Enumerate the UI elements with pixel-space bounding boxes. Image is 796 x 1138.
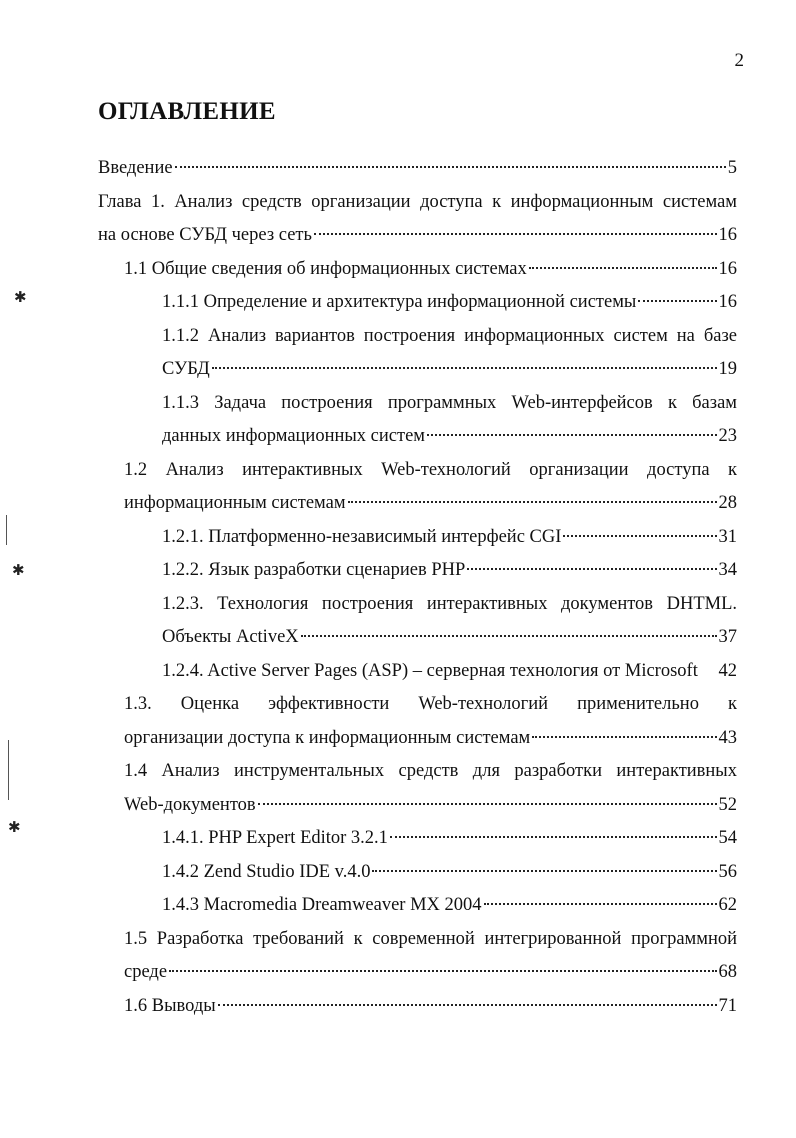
table-of-contents: [0, 152, 796, 1023]
scan-speck: ✱: [14, 290, 27, 306]
toc-entry[interactable]: [0, 152, 796, 186]
dot-leader: [175, 166, 726, 168]
toc-page-number: 34: [718, 560, 737, 580]
dot-leader: [258, 803, 717, 805]
toc-entry-title: 1.1.1 Определение и архитектура информационной системы: [162, 292, 637, 312]
toc-entry-title: организации доступа к информационным системам: [124, 727, 531, 748]
toc-entry[interactable]: [0, 856, 796, 890]
dot-leader: [484, 903, 717, 905]
toc-entry[interactable]: [0, 956, 796, 990]
dot-leader: [467, 568, 716, 570]
toc-entry-line: 1.5 Разработка требований к современной интегрированной программной: [124, 928, 737, 949]
toc-entry-title: на основе СУБД через сеть: [98, 225, 312, 245]
dot-leader: [169, 970, 716, 972]
toc-page-number: 52: [718, 794, 737, 815]
toc-entry[interactable]: [0, 487, 796, 521]
toc-entry-title: Объекты ActiveX: [162, 627, 299, 647]
toc-entry-line: 1.4 Анализ инструментальных средств для разработки интерактивных: [124, 761, 737, 781]
page-number: 2: [734, 50, 744, 71]
toc-entry-line: Глава 1. Анализ средств организации доступа к информационным системам: [98, 191, 737, 212]
toc-entry[interactable]: [0, 286, 796, 320]
toc-page-number: 62: [718, 895, 737, 915]
dot-leader: [529, 267, 717, 269]
toc-page-number: 43: [718, 727, 737, 748]
toc-page-number: 5: [727, 158, 737, 178]
toc-entry-title: Web-документов: [124, 794, 256, 815]
toc-entry[interactable]: [0, 789, 796, 823]
toc-entry[interactable]: [0, 420, 796, 454]
toc-page-number: 16: [718, 225, 737, 245]
toc-entry-title: информационным системам: [124, 493, 346, 513]
toc-entry[interactable]: [0, 521, 796, 555]
toc-page-number: 16: [718, 258, 737, 279]
toc-page-number: 54: [718, 828, 737, 848]
toc-page-number: 23: [718, 426, 737, 446]
toc-entry-title: 1.1 Общие сведения об информационных системах: [124, 258, 527, 279]
dot-leader: [390, 836, 717, 838]
toc-page-number: 68: [718, 962, 737, 982]
toc-page-number: 71: [718, 995, 737, 1016]
toc-entry[interactable]: [0, 621, 796, 655]
toc-title: ОГЛАВЛЕНИЕ: [98, 98, 276, 125]
toc-entry-line: 1.3. Оценка эффективности Web-технологий применительно к: [124, 694, 737, 714]
toc-entry-title: СУБД: [162, 359, 210, 379]
toc-page-number: 28: [718, 493, 737, 513]
toc-page-number: 42: [718, 660, 737, 681]
toc-page-number: 37: [718, 627, 737, 647]
dot-leader: [638, 300, 716, 302]
toc-entry-title: данных информационных систем: [162, 426, 426, 446]
toc-entry-title: 1.6 Выводы: [124, 995, 216, 1016]
toc-entry-title: 1.2.1. Платформенно-независимый интерфейс CGI: [162, 526, 562, 547]
toc-entry[interactable]: [0, 253, 796, 287]
dot-leader: [563, 535, 716, 537]
dot-leader: [301, 635, 717, 637]
scan-line: [6, 515, 7, 545]
toc-entry-title: 1.2.2. Язык разработки сценариев PHP: [162, 560, 466, 580]
toc-page-number: 31: [718, 526, 737, 547]
scan-speck: ✱: [8, 820, 21, 836]
toc-entry[interactable]: [0, 889, 796, 923]
dot-leader: [372, 870, 716, 872]
toc-page-number: 19: [718, 359, 737, 379]
toc-entry-title: 1.2.4. Active Server Pages (ASP) – серверная технология от Microsoft: [162, 660, 698, 681]
toc-entry-title: среде: [124, 962, 168, 982]
toc-entry-title: 1.4.1. PHP Expert Editor 3.2.1: [162, 828, 388, 848]
scan-line: [8, 740, 9, 800]
toc-entry-line: 1.1.2 Анализ вариантов построения информационных систем на базе: [162, 325, 737, 346]
scan-speck: ✱: [12, 563, 25, 579]
dot-leader: [427, 434, 716, 436]
toc-entry-line: 1.2 Анализ интерактивных Web-технологий организации доступа к: [124, 459, 737, 480]
toc-page-number: 16: [718, 292, 737, 312]
toc-entry[interactable]: [0, 554, 796, 588]
toc-entry[interactable]: [0, 990, 796, 1024]
toc-entry[interactable]: [0, 722, 796, 756]
toc-entry-title: 1.4.3 Macromedia Dreamweaver MX 2004: [162, 895, 482, 915]
toc-entry[interactable]: [0, 353, 796, 387]
toc-entry[interactable]: [0, 219, 796, 253]
dot-leader: [348, 501, 717, 503]
toc-entry-title: Введение: [98, 158, 173, 178]
dot-leader: [212, 367, 717, 369]
toc-page-number: 56: [718, 861, 737, 882]
dot-leader: [218, 1004, 717, 1006]
toc-entry-line: 1.1.3 Задача построения программных Web-интерфейсов к базам: [162, 392, 737, 413]
toc-entry-line: 1.2.3. Технология построения интерактивных документов DHTML.: [162, 593, 737, 614]
toc-entry[interactable]: [0, 822, 796, 856]
toc-entry[interactable]: [0, 655, 796, 689]
dot-leader: [532, 736, 716, 738]
toc-entry-title: 1.4.2 Zend Studio IDE v.4.0: [162, 861, 371, 882]
dot-leader: [314, 233, 717, 235]
